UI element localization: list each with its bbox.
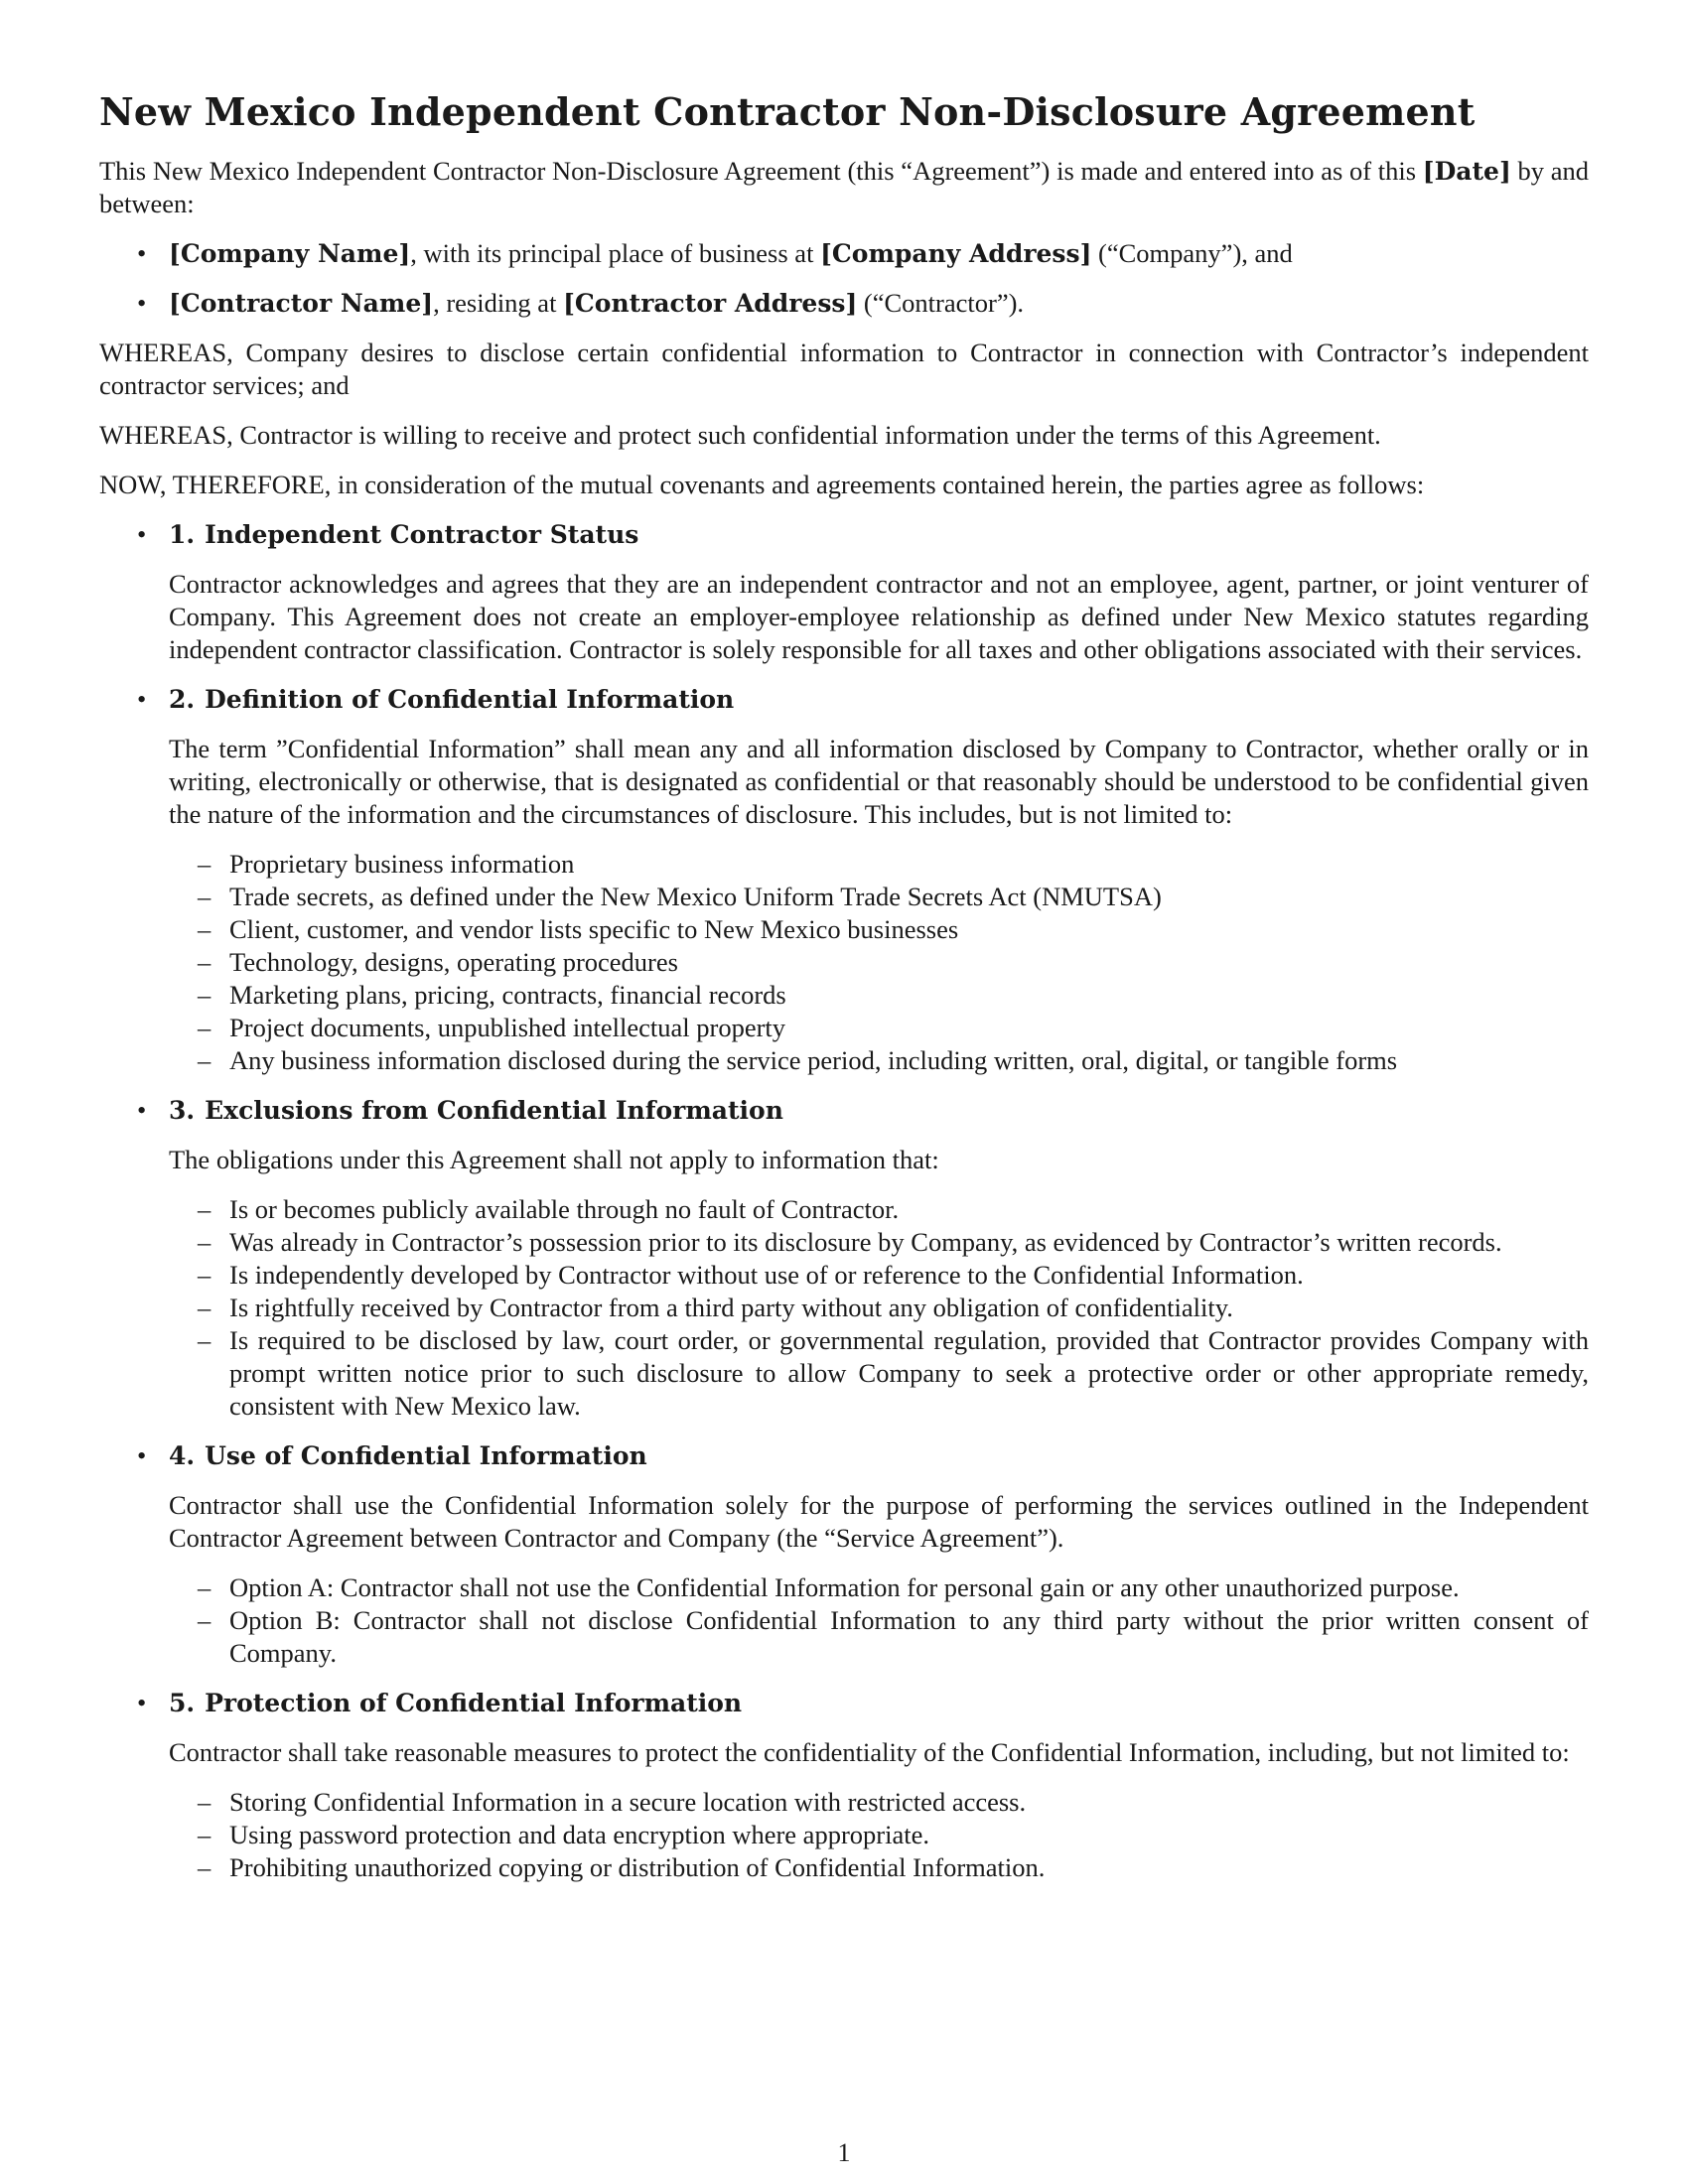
section-5 [99, 1687, 1589, 1884]
list-item [169, 1259, 1589, 1292]
dash-icon: – [198, 849, 211, 879]
list-item [169, 1851, 1589, 1884]
section-number: 3. [169, 1096, 196, 1125]
section-3 [99, 1094, 1589, 1423]
list-item [169, 1786, 1589, 1819]
list-item-text: Option B: Contractor shall not disclose Confidential Information to any third party without the prior written consent of Company. [229, 1605, 1589, 1668]
section-body: Contractor shall use the Confidential Information solely for the purpose of performing the services outlined in the Independent Contractor Agreement between Contractor and Company (the “Service Agreement”). [169, 1490, 1589, 1553]
party-company [99, 237, 1589, 270]
dash-icon: – [198, 914, 211, 944]
party-company-post: (“Company”), and [1091, 238, 1293, 268]
list-item [169, 1324, 1589, 1423]
section-title: Definition of Confidential Information [205, 685, 735, 714]
document-title: New Mexico Independent Contractor Non-Disclosure Agreement [99, 89, 1476, 134]
sub-list [169, 1786, 1589, 1884]
bullet-icon: • [137, 238, 147, 268]
list-item [169, 1226, 1589, 1259]
dash-icon: – [198, 882, 211, 911]
section-number: 4. [169, 1441, 196, 1470]
list-item-text: Marketing plans, pricing, contracts, financial records [229, 980, 786, 1010]
section-heading [169, 1439, 1589, 1472]
sub-list [169, 1571, 1589, 1670]
recital-1: WHEREAS, Company desires to disclose certain confidential information to Contractor in connection with Contractor’s independent contractor services; and [99, 338, 1589, 400]
list-item [169, 1292, 1589, 1324]
list-item [169, 1604, 1589, 1670]
company-address-placeholder: [Company Address] [820, 239, 1092, 268]
intro-text-b: by and between: [99, 156, 1589, 218]
list-item-text: Is or becomes publicly available through no fault of Contractor. [229, 1194, 900, 1224]
recital-2: WHEREAS, Contractor is willing to receive and protect such confidential information under the terms of this Agreement. [99, 420, 1381, 450]
list-item [169, 946, 1589, 979]
section-title: Exclusions from Confidential Information [205, 1096, 783, 1125]
bullet-icon: • [137, 1440, 147, 1470]
section-heading [169, 1687, 1589, 1719]
section-heading [169, 1094, 1589, 1127]
dash-icon: – [198, 1820, 211, 1849]
list-item-text: Storing Confidential Information in a secure location with restricted access. [229, 1787, 1027, 1817]
party-contractor [99, 287, 1589, 320]
list-item [169, 979, 1589, 1012]
dash-icon: – [198, 1045, 211, 1075]
list-item-text: Is independently developed by Contractor without use of or reference to the Confidential Information. [229, 1260, 1304, 1290]
parties-list [99, 237, 1589, 320]
dash-icon: – [198, 1194, 211, 1224]
bullet-icon: • [137, 684, 147, 714]
list-item [169, 1193, 1589, 1226]
dash-icon: – [198, 1787, 211, 1817]
list-item-text: Proprietary business information [229, 849, 575, 879]
section-1 [99, 518, 1589, 666]
dash-icon: – [198, 1852, 211, 1882]
dash-icon: – [198, 1293, 211, 1322]
section-body: The term ”Confidential Information” shall mean any and all information disclosed by Company to Contractor, whether orally or in writing, electronically or otherwise, that is designated as confidential or that reasonably should be understood to be confidential given the nature of the information and the circumstances of disclosure. This includes, but is not limited to: [169, 734, 1589, 829]
contractor-name-placeholder: [Contractor Name] [169, 289, 434, 318]
section-4 [99, 1439, 1589, 1670]
list-item-text: Option A: Contractor shall not use the Confidential Information for personal gain or any other unauthorized purpose. [229, 1572, 1460, 1602]
party-contractor-post: (“Contractor”). [857, 288, 1025, 318]
list-item [169, 848, 1589, 881]
list-item-text: Prohibiting unauthorized copying or distribution of Confidential Information. [229, 1852, 1046, 1882]
dash-icon: – [198, 1325, 211, 1355]
section-title: Use of Confidential Information [205, 1441, 647, 1470]
date-placeholder: [Date] [1422, 157, 1511, 186]
party-company-mid: , with its principal place of business at [410, 238, 821, 268]
section-title: Protection of Confidential Information [205, 1689, 743, 1717]
section-number: 1. [169, 520, 196, 549]
bullet-icon: • [137, 1688, 147, 1717]
party-contractor-mid: , residing at [433, 288, 564, 318]
section-body: Contractor acknowledges and agrees that they are an independent contractor and not an employee, agent, partner, or joint venturer of Company. This Agreement does not create an employer-employee relationship as defined under New Mexico statutes regarding independent contractor classification. Contractor is solely responsible for all taxes and other obligations associated with their services. [169, 569, 1589, 664]
section-number: 2. [169, 685, 196, 714]
dash-icon: – [198, 1227, 211, 1257]
intro-text-a: This New Mexico Independent Contractor Non-Disclosure Agreement (this “Agreement”) is made and entered into as of this [99, 156, 1423, 186]
list-item-text: Is required to be disclosed by law, court order, or governmental regulation, provided that Contractor provides Company with prompt written notice prior to such disclosure to allow Company to seek a protective order or other appropriate remedy, consistent with New Mexico law. [229, 1325, 1589, 1421]
list-item-text: Was already in Contractor’s possession prior to its disclosure by Company, as evidenced by Contractor’s written records. [229, 1227, 1502, 1257]
section-title: Independent Contractor Status [205, 520, 639, 549]
sub-list [169, 1193, 1589, 1423]
list-item-text: Technology, designs, operating procedures [229, 947, 678, 977]
intro-paragraph [99, 155, 1589, 220]
contractor-address-placeholder: [Contractor Address] [563, 289, 858, 318]
sections-list [99, 518, 1589, 1884]
dash-icon: – [198, 1013, 211, 1042]
section-number: 5. [169, 1689, 196, 1717]
company-name-placeholder: [Company Name] [169, 239, 411, 268]
bullet-icon: • [137, 288, 147, 318]
list-item-text: Using password protection and data encryption where appropriate. [229, 1820, 929, 1849]
list-item [169, 881, 1589, 913]
section-2 [99, 683, 1589, 1077]
list-item [169, 1819, 1589, 1851]
sub-list [169, 848, 1589, 1077]
recital-3: NOW, THEREFORE, in consideration of the mutual covenants and agreements contained herein, the parties agree as follows: [99, 470, 1425, 499]
section-body: The obligations under this Agreement shall not apply to information that: [169, 1145, 939, 1174]
dash-icon: – [198, 980, 211, 1010]
page-number: 1 [837, 2138, 851, 2167]
list-item-text: Trade secrets, as defined under the New Mexico Uniform Trade Secrets Act (NMUTSA) [229, 882, 1162, 911]
list-item-text: Client, customer, and vendor lists specific to New Mexico businesses [229, 914, 959, 944]
list-item-text: Is rightfully received by Contractor from a third party without any obligation of confidentiality. [229, 1293, 1233, 1322]
document-content [99, 87, 1589, 1901]
section-heading [169, 518, 1589, 551]
bullet-icon: • [137, 519, 147, 549]
list-item-text: Project documents, unpublished intellectual property [229, 1013, 786, 1042]
dash-icon: – [198, 1572, 211, 1602]
list-item [169, 1571, 1589, 1604]
dash-icon: – [198, 1605, 211, 1635]
section-heading [169, 683, 1589, 716]
section-body: Contractor shall take reasonable measures to protect the confidentiality of the Confidential Information, including, but not limited to: [169, 1737, 1570, 1767]
dash-icon: – [198, 947, 211, 977]
list-item [169, 1012, 1589, 1044]
dash-icon: – [198, 1260, 211, 1290]
bullet-icon: • [137, 1095, 147, 1125]
list-item [169, 1044, 1589, 1077]
list-item [169, 913, 1589, 946]
list-item-text: Any business information disclosed during the service period, including written, oral, digital, or tangible forms [229, 1045, 1398, 1075]
